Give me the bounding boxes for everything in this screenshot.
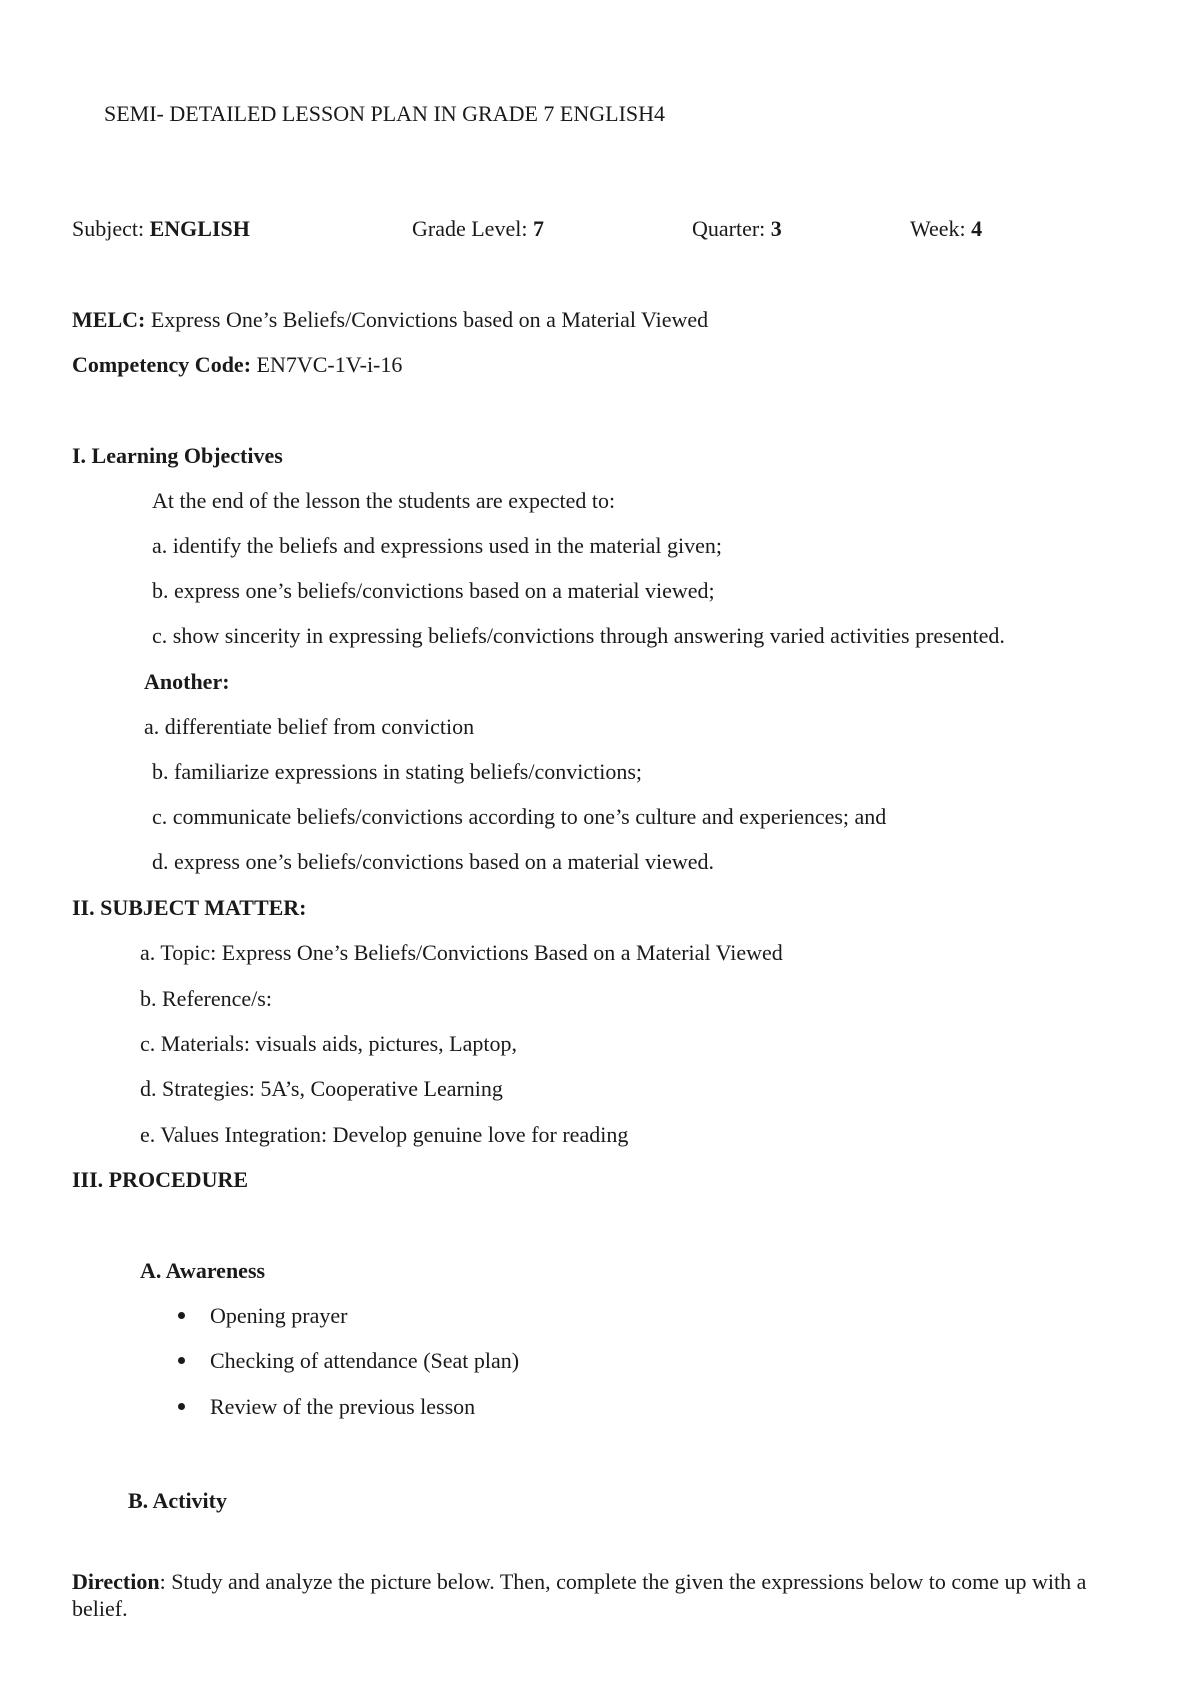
- quarter-label: Quarter:: [692, 216, 771, 241]
- bullet-icon: [178, 1357, 185, 1364]
- awareness-bullet-item: Opening prayer: [210, 1303, 348, 1328]
- objectives-intro: At the end of the lesson the students are expected to:: [152, 488, 616, 513]
- competency-value: EN7VC-1V-i-16: [251, 352, 403, 377]
- objective-item: a. identify the beliefs and expressions used in the material given;: [152, 533, 723, 558]
- another-label: Another:: [144, 669, 230, 694]
- week-value: 4: [971, 216, 983, 241]
- subject-label: Subject:: [72, 216, 150, 241]
- objectives-heading: I. Learning Objectives: [72, 443, 283, 468]
- grade-level-field: [412, 218, 544, 240]
- subject-matter-item: a. Topic: Express One’s Beliefs/Convictions Based on a Material Viewed: [140, 940, 783, 965]
- another-item: c. communicate beliefs/convictions according to one’s culture and experiences; and: [152, 804, 887, 829]
- competency-line: [72, 354, 402, 376]
- subject-matter-item: d. Strategies: 5A’s, Cooperative Learning: [140, 1076, 503, 1101]
- awareness-bullet-item: Checking of attendance (Seat plan): [210, 1348, 520, 1373]
- objective-item: b. express one’s beliefs/convictions based on a material viewed;: [152, 578, 715, 603]
- melc-line: [72, 309, 708, 331]
- awareness-heading: A. Awareness: [140, 1258, 266, 1283]
- direction-label: Direction: [72, 1569, 160, 1594]
- week-field: [910, 218, 982, 240]
- grade-level-label: Grade Level:: [412, 216, 533, 241]
- subject-field: [72, 218, 250, 240]
- bullet-icon: [178, 1312, 185, 1319]
- quarter-field: [692, 218, 782, 240]
- week-label: Week:: [910, 216, 972, 241]
- quarter-value: 3: [770, 216, 782, 241]
- direction-paragraph: [72, 1568, 1132, 1622]
- procedure-heading: III. PROCEDURE: [72, 1167, 249, 1192]
- activity-heading: B. Activity: [128, 1488, 227, 1513]
- direction-text: : Study and analyze the picture below. Then, complete the given the expressions below to come up with a belief.: [72, 1569, 1087, 1621]
- competency-label: Competency Code:: [72, 352, 252, 377]
- bullet-icon: [178, 1403, 185, 1410]
- melc-label: MELC:: [72, 307, 146, 332]
- document-title: SEMI- DETAILED LESSON PLAN IN GRADE 7 ENGLISH4: [104, 101, 666, 126]
- another-item: b. familiarize expressions in stating beliefs/convictions;: [152, 759, 642, 784]
- subject-matter-item: e. Values Integration: Develop genuine love for reading: [140, 1122, 629, 1147]
- subject-matter-item: b. Reference/s:: [140, 986, 272, 1011]
- subject-matter-item: c. Materials: visuals aids, pictures, Laptop,: [140, 1031, 517, 1056]
- grade-level-value: 7: [532, 216, 544, 241]
- melc-value: Express One’s Beliefs/Convictions based on a Material Viewed: [145, 307, 709, 332]
- another-item: d. express one’s beliefs/convictions based on a material viewed.: [152, 849, 715, 874]
- objective-item: c. show sincerity in expressing beliefs/convictions through answering varied activities presented.: [152, 623, 1005, 648]
- subject-matter-heading: II. SUBJECT MATTER:: [72, 895, 307, 920]
- another-item: a. differentiate belief from conviction: [144, 714, 475, 739]
- awareness-bullet-item: Review of the previous lesson: [210, 1394, 476, 1419]
- subject-value: ENGLISH: [149, 216, 250, 241]
